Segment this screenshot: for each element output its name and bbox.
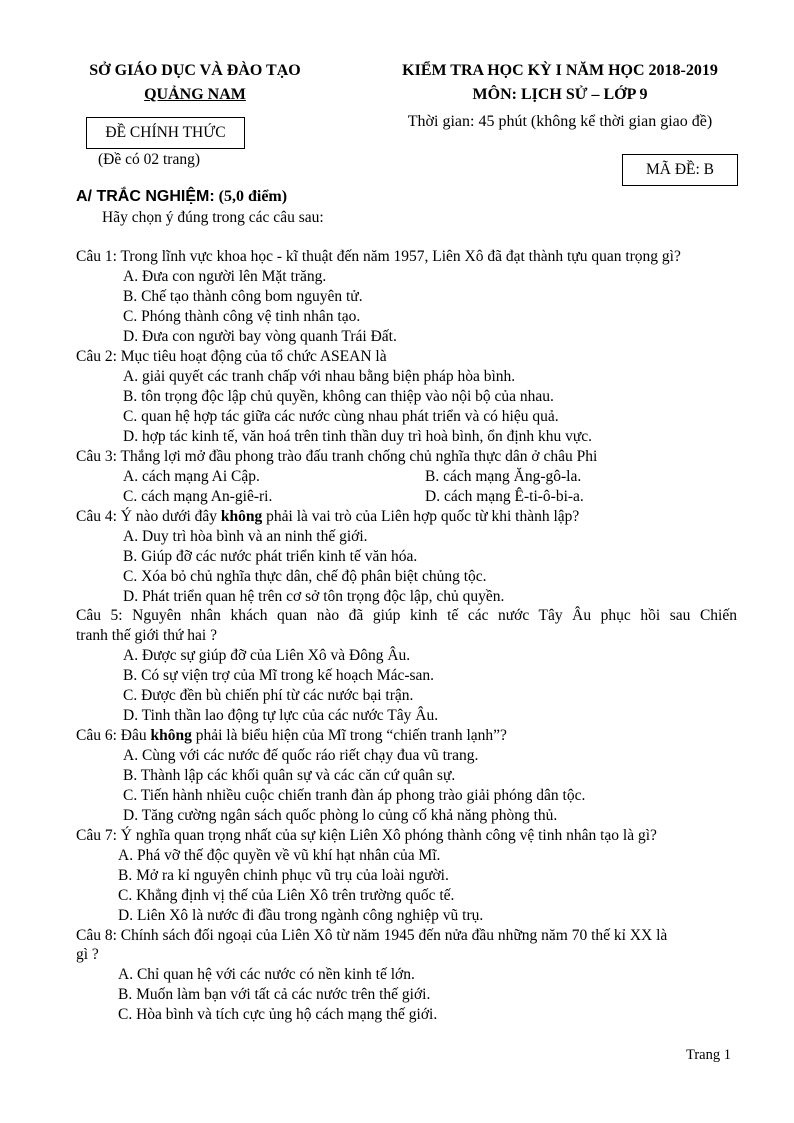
question-1-option-a: A. Đưa con người lên Mặt trăng.: [123, 268, 327, 285]
question-5-option-c: C. Được đền bù chiến phí từ các nước bại trận.: [123, 687, 414, 704]
question-7-option-d: D. Liên Xô là nước đi đầu trong ngành công nghiệp vũ trụ.: [118, 907, 484, 924]
question-4-option-d: D. Phát triển quan hệ trên cơ sở tôn trọng độc lập, chủ quyền.: [123, 588, 505, 605]
question-5-option-a: A. Được sự giúp đỡ của Liên Xô và Đông Âu.: [123, 647, 411, 664]
question-1-option-d: D. Đưa con người bay vòng quanh Trái Đất.: [123, 328, 397, 345]
exam-subject: MÔN: LỊCH SỬ – LỚP 9: [472, 86, 648, 103]
question-4-option-a: A. Duy trì hòa bình và an ninh thế giới.: [123, 528, 368, 545]
question-3-option-a: A. cách mạng Ai Cập.: [123, 468, 260, 485]
question-4-emphasis: không: [220, 508, 263, 525]
province-name: [60, 86, 330, 104]
question-6-option-a: A. Cùng với các nước đế quốc ráo riết chạy đua vũ trang.: [123, 747, 479, 764]
exam-code: MÃ ĐỀ: B: [645, 161, 715, 178]
question-2-option-b: B. tôn trọng độc lập chủ quyền, không can thiệp vào nội bộ của nhau.: [123, 388, 554, 405]
question-7-option-c: C. Khẳng định vị thế của Liên Xô trên trường quốc tế.: [118, 887, 455, 904]
question-8-line-2: gì ?: [76, 946, 99, 963]
page-number: Trang 1: [686, 1047, 731, 1063]
question-8-line-1: Câu 8: Chính sách đối ngoại của Liên Xô từ năm 1945 đến nửa đầu những năm 70 thế kỉ XX là: [76, 927, 668, 944]
question-6-option-d: D. Tăng cường ngân sách quốc phòng lo củng cố khả năng phòng thủ.: [123, 807, 558, 824]
question-6-option-c: C. Tiến hành nhiều cuộc chiến tranh đàn áp phong trào giải phóng dân tộc.: [123, 787, 586, 804]
exam-title: KIỂM TRA HỌC KỲ I NĂM HỌC 2018-2019: [402, 62, 718, 79]
section-instruction: Hãy chọn ý đúng trong các câu sau:: [102, 209, 324, 226]
department-name: SỞ GIÁO DỤC VÀ ĐÀO TẠO: [89, 62, 301, 79]
question-5-option-b: B. Có sự viện trợ của Mĩ trong kế hoạch Mác-san.: [123, 667, 435, 684]
section-title-prefix: A/ TRẮC NGHIỆM:: [76, 188, 215, 205]
question-3-option-d: D. cách mạng Ê-ti-ô-bi-a.: [425, 488, 584, 505]
question-8-option-b: B. Muốn làm bạn với tất cả các nước trên thế giới.: [118, 986, 431, 1003]
question-2: Câu 2: Mục tiêu hoạt động của tổ chức ASEAN là: [76, 348, 387, 365]
question-3-option-c: C. cách mạng An-giê-ri.: [123, 488, 273, 505]
question-2-option-a: A. giải quyết các tranh chấp với nhau bằng biện pháp hòa bình.: [123, 368, 516, 385]
question-5-line-2: tranh thế giới thứ hai ?: [76, 627, 217, 644]
exam-time: Thời gian: 45 phút (không kể thời gian giao đề): [407, 113, 713, 130]
question-6: [76, 727, 507, 745]
question-6-option-b: B. Thành lập các khối quân sự và các căn cứ quân sự.: [123, 767, 456, 784]
question-2-option-c: C. quan hệ hợp tác giữa các nước cùng nhau phát triển và có hiệu quả.: [123, 408, 559, 425]
question-4: [76, 508, 579, 526]
question-5-line-1: Câu 5: Nguyên nhân khách quan nào đã giúp kinh tế các nước Tây Âu phục hồi sau Chiến: [76, 607, 737, 624]
exam-code-box: [622, 154, 738, 186]
question-6-pre: Câu 6: Đâu: [76, 727, 151, 744]
pages-note: (Đề có 02 trang): [98, 151, 200, 168]
section-title: [76, 188, 287, 206]
question-4-pre: Câu 4: Ý nào dưới đây: [76, 508, 221, 525]
question-8-option-a: A. Chỉ quan hệ với các nước có nền kinh tế lớn.: [118, 966, 415, 983]
question-2-option-d: D. hợp tác kinh tế, văn hoá trên tinh thần duy trì hoà bình, ổn định khu vực.: [123, 428, 593, 445]
question-6-emphasis: không: [150, 727, 192, 744]
official-label-box: [86, 117, 245, 149]
question-1-option-c: C. Phóng thành công vệ tinh nhân tạo.: [123, 308, 361, 325]
section-title-points: (5,0 điểm): [214, 188, 288, 205]
question-3: Câu 3: Thắng lợi mở đầu phong trào đấu tranh chống chủ nghĩa thực dân ở châu Phi: [76, 448, 598, 465]
question-4-post: phải là vai trò của Liên hợp quốc từ khi thành lập?: [262, 508, 580, 525]
question-7-option-a: A. Phá vỡ thế độc quyền về vũ khí hạt nhân của Mĩ.: [118, 847, 441, 864]
question-5-option-d: D. Tinh thần lao động tự lực của các nước Tây Âu.: [123, 707, 439, 724]
question-7-option-b: B. Mở ra kỉ nguyên chinh phục vũ trụ của loài người.: [118, 867, 449, 884]
question-1: Câu 1: Trong lĩnh vực khoa học - kĩ thuật đến năm 1957, Liên Xô đã đạt thành tựu quan trọng gì?: [76, 248, 681, 265]
question-6-post: phải là biểu hiện của Mĩ trong “chiến tranh lạnh”?: [191, 727, 507, 744]
question-7: Câu 7: Ý nghĩa quan trọng nhất của sự kiện Liên Xô phóng thành công vệ tinh nhân tạo là gì?: [76, 827, 657, 844]
province-name-text: QUẢNG NAM: [144, 86, 246, 103]
question-3-option-b: B. cách mạng Ăng-gô-la.: [425, 468, 582, 485]
question-1-option-b: B. Chế tạo thành công bom nguyên tử.: [123, 288, 363, 305]
official-label: ĐỀ CHÍNH THỨC: [105, 124, 226, 141]
question-8-option-c: C. Hòa bình và tích cực ủng hộ cách mạng thế giới.: [118, 1006, 438, 1023]
question-4-option-b: B. Giúp đỡ các nước phát triển kinh tế văn hóa.: [123, 548, 418, 565]
question-4-option-c: C. Xóa bỏ chủ nghĩa thực dân, chế độ phân biệt chủng tộc.: [123, 568, 487, 585]
